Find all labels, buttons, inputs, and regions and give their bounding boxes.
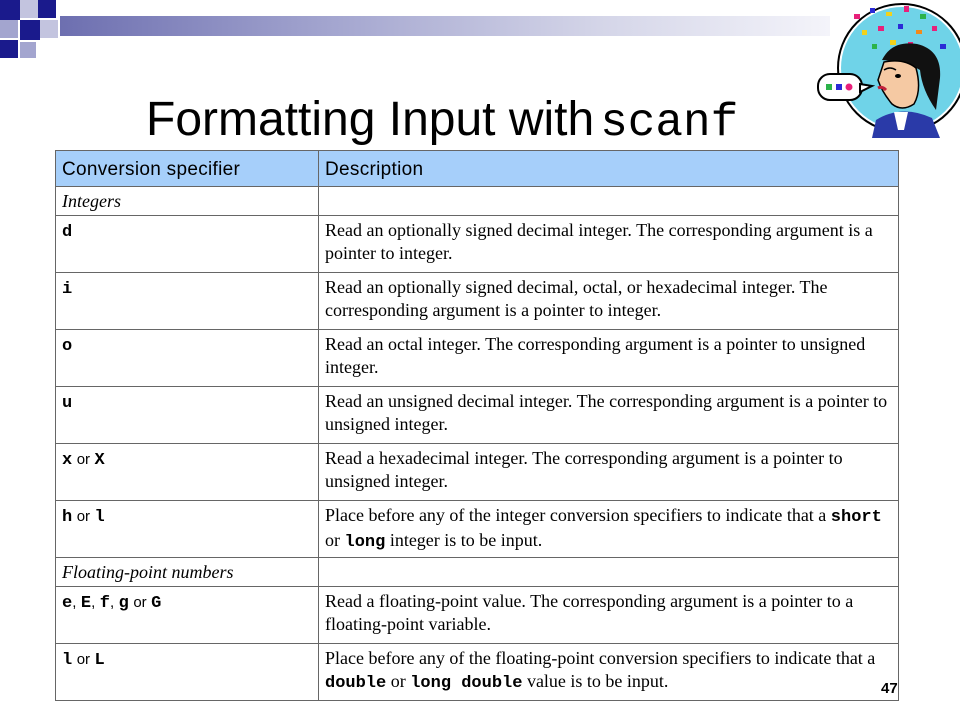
spec-cell (56, 330, 319, 387)
category-row-integers (56, 187, 899, 216)
spec-or: or (76, 651, 91, 668)
spec-cell (56, 644, 319, 701)
desc-text: Place before any of the integer conversion specifiers to indicate that a (325, 505, 827, 525)
empty-cell (319, 558, 899, 587)
spec-code: G (151, 594, 162, 613)
woman-thinking-clipart-icon (812, 0, 960, 138)
empty-cell (319, 187, 899, 216)
table-header-row (56, 151, 899, 187)
desc-cell: Read an unsigned decimal integer. The corresponding argument is a pointer to unsigned integer. (319, 387, 899, 444)
decorative-gradient-bar (60, 16, 830, 36)
desc-cell: Read an octal integer. The corresponding argument is a pointer to unsigned integer. (319, 330, 899, 387)
spec-or: or (76, 508, 91, 525)
spec-code: l (62, 651, 73, 670)
table-row (56, 216, 899, 273)
spec-cell (56, 273, 319, 330)
header-description: Description (319, 151, 899, 187)
desc-text: value is to be input. (526, 671, 669, 691)
category-label-floating-point: Floating-point numbers (56, 558, 319, 587)
spec-comma: , (109, 594, 115, 611)
table-row (56, 444, 899, 501)
desc-text: Place before any of the floating-point conversion specifiers to indicate that a (325, 648, 876, 668)
desc-cell: Read a hexadecimal integer. The corresponding argument is a pointer to unsigned integer. (319, 444, 899, 501)
spec-cell (56, 387, 319, 444)
spec-code: X (94, 451, 105, 470)
spec-code: i (62, 280, 73, 299)
header-conversion-specifier: Conversion specifier (56, 151, 319, 187)
desc-cell: Read an optionally signed decimal, octal, or hexadecimal integer. The corresponding argument is a pointer to integer. (319, 273, 899, 330)
page-number: 47 (881, 680, 898, 697)
desc-code: long (344, 533, 386, 552)
spec-cell (56, 216, 319, 273)
desc-code: long double (410, 674, 523, 693)
desc-code: short (830, 508, 882, 527)
table-row (56, 273, 899, 330)
desc-cell: Read a floating-point value. The corresponding argument is a pointer to a floating-point variable. (319, 587, 899, 644)
page-title (146, 90, 738, 153)
desc-or: or (325, 530, 340, 550)
desc-text: integer is to be input. (389, 530, 543, 550)
table-row (56, 330, 899, 387)
spec-code: u (62, 394, 73, 413)
spec-cell (56, 587, 319, 644)
desc-or: or (390, 671, 406, 691)
spec-code: d (62, 223, 73, 242)
spec-code: l (94, 508, 105, 527)
table-row (56, 501, 899, 558)
spec-or: or (133, 594, 147, 611)
spec-code: E (80, 594, 92, 613)
desc-cell (319, 501, 899, 558)
spec-code: f (99, 594, 110, 613)
spec-comma: , (72, 594, 77, 611)
spec-code: e (62, 594, 73, 613)
spec-code: g (118, 594, 129, 613)
desc-cell: Read an optionally signed decimal integer. The corresponding argument is a pointer to integer. (319, 216, 899, 273)
spec-cell (56, 444, 319, 501)
spec-code: L (94, 651, 105, 670)
spec-code: h (62, 508, 73, 527)
conversion-specifier-table (55, 150, 899, 701)
title-text: Formatting Input with (146, 93, 595, 146)
title-code: scanf (600, 97, 739, 149)
spec-or: or (76, 451, 91, 468)
category-row-floating-point (56, 558, 899, 587)
category-label-integers: Integers (56, 187, 319, 216)
table-row (56, 644, 899, 701)
desc-cell (319, 644, 899, 701)
desc-code: double (325, 674, 387, 693)
table-row (56, 587, 899, 644)
spec-cell (56, 501, 319, 558)
spec-code: x (62, 451, 73, 470)
spec-code: o (62, 337, 73, 356)
table-row (56, 387, 899, 444)
spec-comma: , (91, 594, 96, 611)
